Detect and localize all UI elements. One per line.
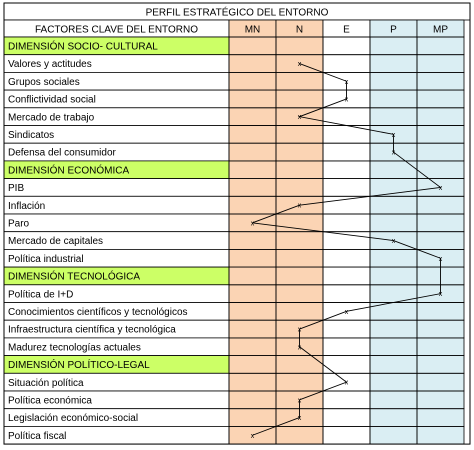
factor-label: Política industrial	[8, 253, 84, 265]
factor-label: Legislación económico-social	[8, 413, 139, 425]
factor-label: Conflictividad social	[8, 94, 96, 106]
factor-label: Valores y actitudes	[8, 59, 92, 71]
factor-header: FACTORES CLAVE DEL ENTORNO	[34, 24, 199, 36]
profile-marker: x	[344, 96, 349, 104]
factor-label: Mercado de capitales	[8, 236, 104, 248]
profile-marker: x	[297, 326, 302, 334]
profile-marker: x	[297, 61, 302, 69]
factor-label: Infraestructura científica y tecnológica	[8, 324, 176, 336]
profile-marker: x	[297, 397, 302, 405]
column-band-mp	[417, 37, 464, 444]
section-heading: DIMENSIÓN TECNOLÓGICA	[8, 271, 141, 283]
column-band-mn	[229, 37, 276, 444]
column-header-mn: MN	[244, 24, 261, 36]
section-heading: DIMENSIÓN ECONÓMICA	[8, 165, 130, 177]
factor-label: Política económica	[8, 395, 92, 407]
profile-marker: x	[297, 202, 302, 210]
column-header-e: E	[343, 24, 350, 36]
profile-marker: x	[344, 308, 349, 316]
diagram-title: PERFIL ESTRATÉGICO DEL ENTORNO	[145, 7, 329, 19]
factor-label: PIB	[8, 183, 25, 195]
section-heading: DIMENSIÓN POLÍTICO-LEGAL	[8, 360, 150, 372]
profile-marker: x	[297, 415, 302, 423]
column-header-n: N	[295, 24, 304, 36]
profile-marker: x	[391, 131, 396, 139]
factor-label: Grupos sociales	[8, 76, 80, 88]
section-heading: DIMENSIÓN SOCIO- CULTURAL	[8, 41, 158, 53]
column-band-n	[276, 37, 323, 444]
factor-label: Situación política	[8, 377, 84, 389]
factor-label: Madurez tecnologías actuales	[8, 342, 141, 354]
factor-label: Sindicatos	[8, 130, 55, 141]
factor-label: Paro	[8, 218, 30, 230]
profile-marker: x	[297, 114, 302, 122]
profile-marker: x	[250, 220, 255, 228]
profile-marker: x	[344, 78, 349, 86]
profile-marker: x	[297, 344, 302, 352]
profile-marker: x	[438, 291, 443, 299]
factor-label: Mercado de trabajo	[8, 112, 95, 124]
profile-marker: x	[391, 149, 396, 157]
factor-cell	[4, 179, 229, 197]
factor-label: Inflación	[8, 200, 46, 212]
column-header-mp: MP	[433, 24, 448, 36]
factor-label: Conocimientos científicos y tecnológicos	[8, 307, 188, 318]
factor-label: Política de I+D	[8, 289, 74, 301]
factor-label: Política fiscal	[8, 430, 67, 442]
column-header-p: P	[390, 24, 397, 36]
profile-marker: x	[250, 432, 255, 440]
profile-marker: x	[391, 238, 396, 246]
profile-marker: x	[344, 379, 349, 387]
factor-label: Defensa del consumidor	[8, 147, 116, 159]
profile-marker: x	[438, 184, 443, 192]
factor-cell	[4, 214, 229, 232]
profile-marker: x	[438, 255, 443, 263]
